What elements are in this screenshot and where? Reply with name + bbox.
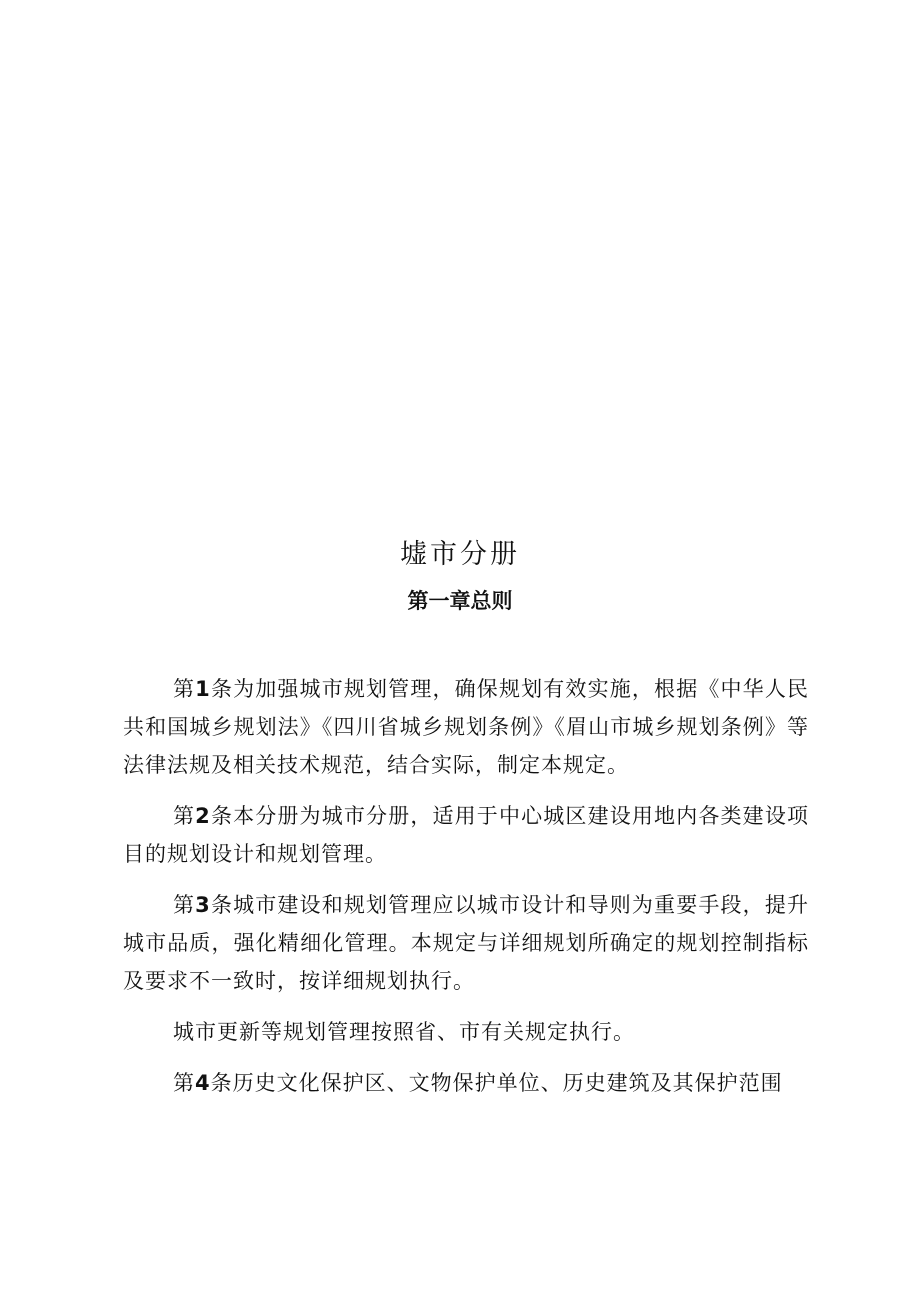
article-4-paragraph — [123, 1064, 809, 1102]
article-3-suffix: 条 — [210, 893, 234, 917]
article-4-suffix: 条 — [210, 1071, 233, 1095]
article-3-number: 3 — [195, 893, 211, 917]
article-2-suffix: 条 — [210, 804, 234, 828]
article-1-prefix: 第 — [173, 677, 196, 701]
article-1-paragraph — [123, 670, 809, 784]
article-1-text: 为加强城市规划管理，确保规划有效实施，根据《中华人民共和国城乡规划法》《四川省城乡规划条例》《眉山市城乡规划条例》等法律法规及相关技术规范，结合实际，制定本规定。 — [123, 677, 809, 777]
chapter-title: 第一章总则 — [407, 589, 513, 613]
continuation-text: 城市更新等规划管理按照省、市有关规定执行。 — [173, 1020, 635, 1044]
document-body — [123, 670, 809, 1115]
article-4-number: 4 — [195, 1071, 211, 1095]
article-1-number: 1 — [195, 677, 211, 701]
article-4-prefix: 第 — [173, 1071, 195, 1095]
article-2-prefix: 第 — [173, 804, 196, 828]
article-1-suffix: 条 — [210, 677, 234, 701]
article-4-text: 历史文化保护区、文物保护单位、历史建筑及其保护范围 — [232, 1071, 783, 1095]
article-2-text: 本分册为城市分册，适用于中心城区建设用地内各类建设项目的规划设计和规划管理。 — [123, 804, 809, 866]
article-3-paragraph — [123, 886, 809, 1000]
article-3-text: 城市建设和规划管理应以城市设计和导则为重要手段，提升城市品质，强化精细化管理。本规定与详细规划所确定的规划控制指标及要求不一致时，按详细规划执行。 — [123, 893, 809, 993]
article-3-prefix: 第 — [173, 893, 196, 917]
article-2-paragraph — [123, 797, 809, 873]
document-title: 墟市分册 — [400, 539, 520, 570]
article-3-continuation-paragraph — [123, 1013, 809, 1051]
article-2-number: 2 — [195, 804, 211, 828]
